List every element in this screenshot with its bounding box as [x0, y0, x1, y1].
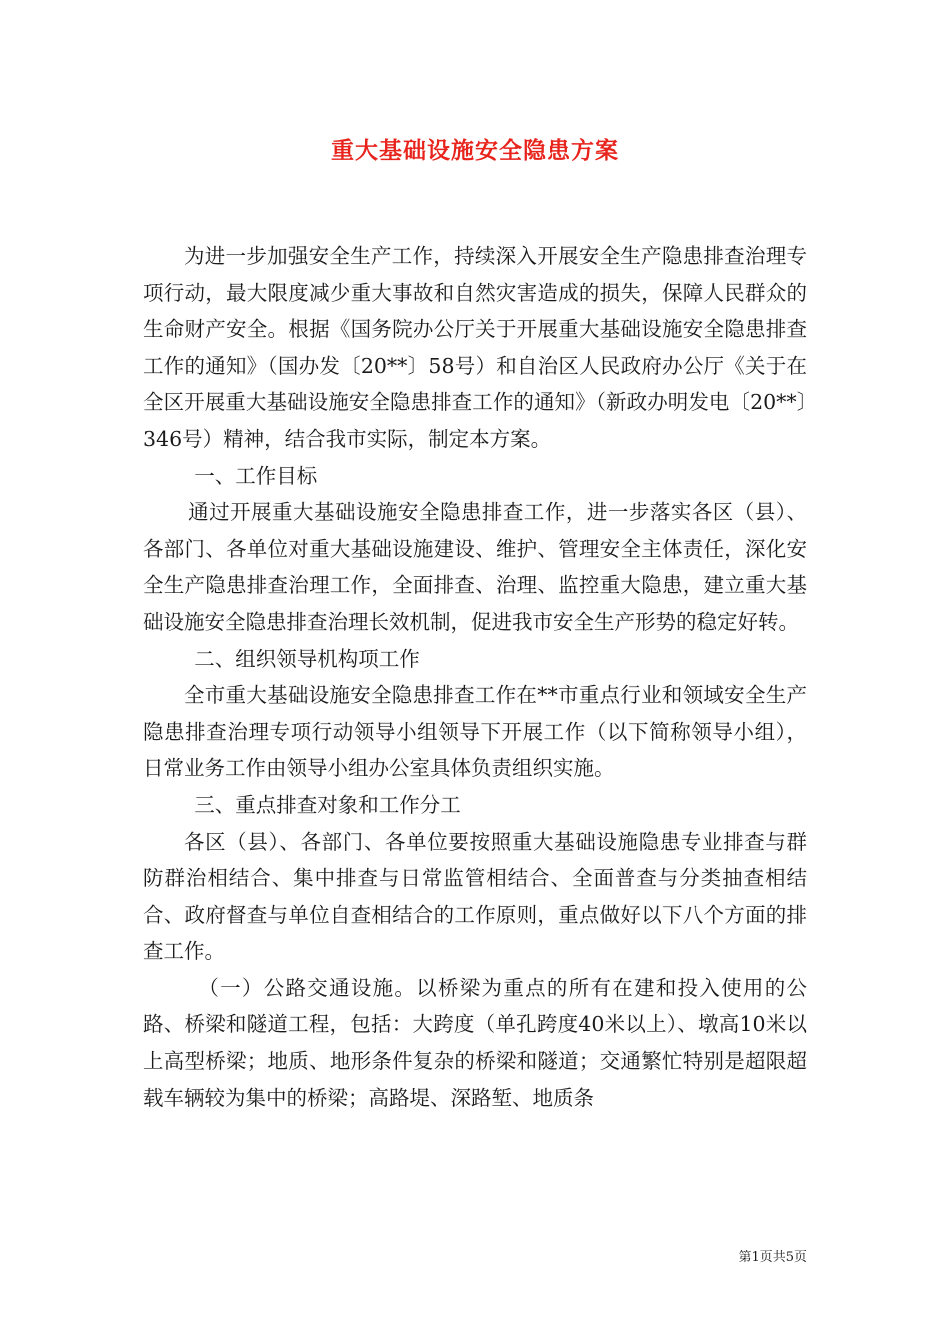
page-number: 第1页共5页 — [738, 1250, 807, 1265]
document-title: 重大基础设施安全隐患方案 — [331, 137, 619, 164]
document-body — [143, 238, 807, 1116]
targets-paragraph: 各区（县）、各部门、各单位要按照重大基础设施隐患专业排查与群防群治相结合、集中排查与日常监管相结合、全面普查与分类抽查相结合、政府督查与单位自查相结合的工作原则，重点做好以下八个方面的排查工作。 — [143, 829, 807, 964]
intro-paragraph: 为进一步加强安全生产工作，持续深入开展安全生产隐患排查治理专项行动，最大限度减少重大事故和自然灾害造成的损失，保障人民群众的生命财产安全。根据《国务院办公厅关于开展重大基础设施安全隐患排查工作的通知》（国办发〔20**〕58号）和自治区人民政府办公厅《关于在全区开展重大基础设施安全隐患排查工作的通知》（新政办明发电〔20**〕346号）精神，结合我市实际，制定本方案。 — [143, 244, 807, 451]
goals-paragraph: 通过开展重大基础设施安全隐患排查工作，进一步落实各区（县）、各部门、各单位对重大基础设施建设、维护、管理安全主体责任，深化安全生产隐患排查治理工作，全面排查、治理、监控重大隐患，建立重大基础设施安全隐患排查治理长效机制，促进我市安全生产形势的稳定好转。 — [143, 500, 807, 634]
section-heading-organization: 二、组织领导机构项工作 — [194, 646, 420, 671]
section-heading-targets: 三、重点排查对象和工作分工 — [194, 792, 461, 817]
organization-paragraph: 全市重大基础设施安全隐患排查工作在**市重点行业和领域安全生产隐患排查治理专项行动领导小组领导下开展工作（以下简称领导小组），日常业务工作由领导小组办公室具体负责组织实施。 — [143, 683, 807, 781]
section-heading-goals: 一、工作目标 — [194, 463, 318, 488]
highway-paragraph: （一）公路交通设施。以桥梁为重点的所有在建和投入使用的公路、桥梁和隧道工程，包括：大跨度（单孔跨度40米以上）、墩高10米以上高型桥梁；地质、地形条件复杂的桥梁和隧道；交通繁忙特别是超限超载车辆较为集中的桥梁；高路堤、深路堑、地质条 — [143, 975, 807, 1110]
